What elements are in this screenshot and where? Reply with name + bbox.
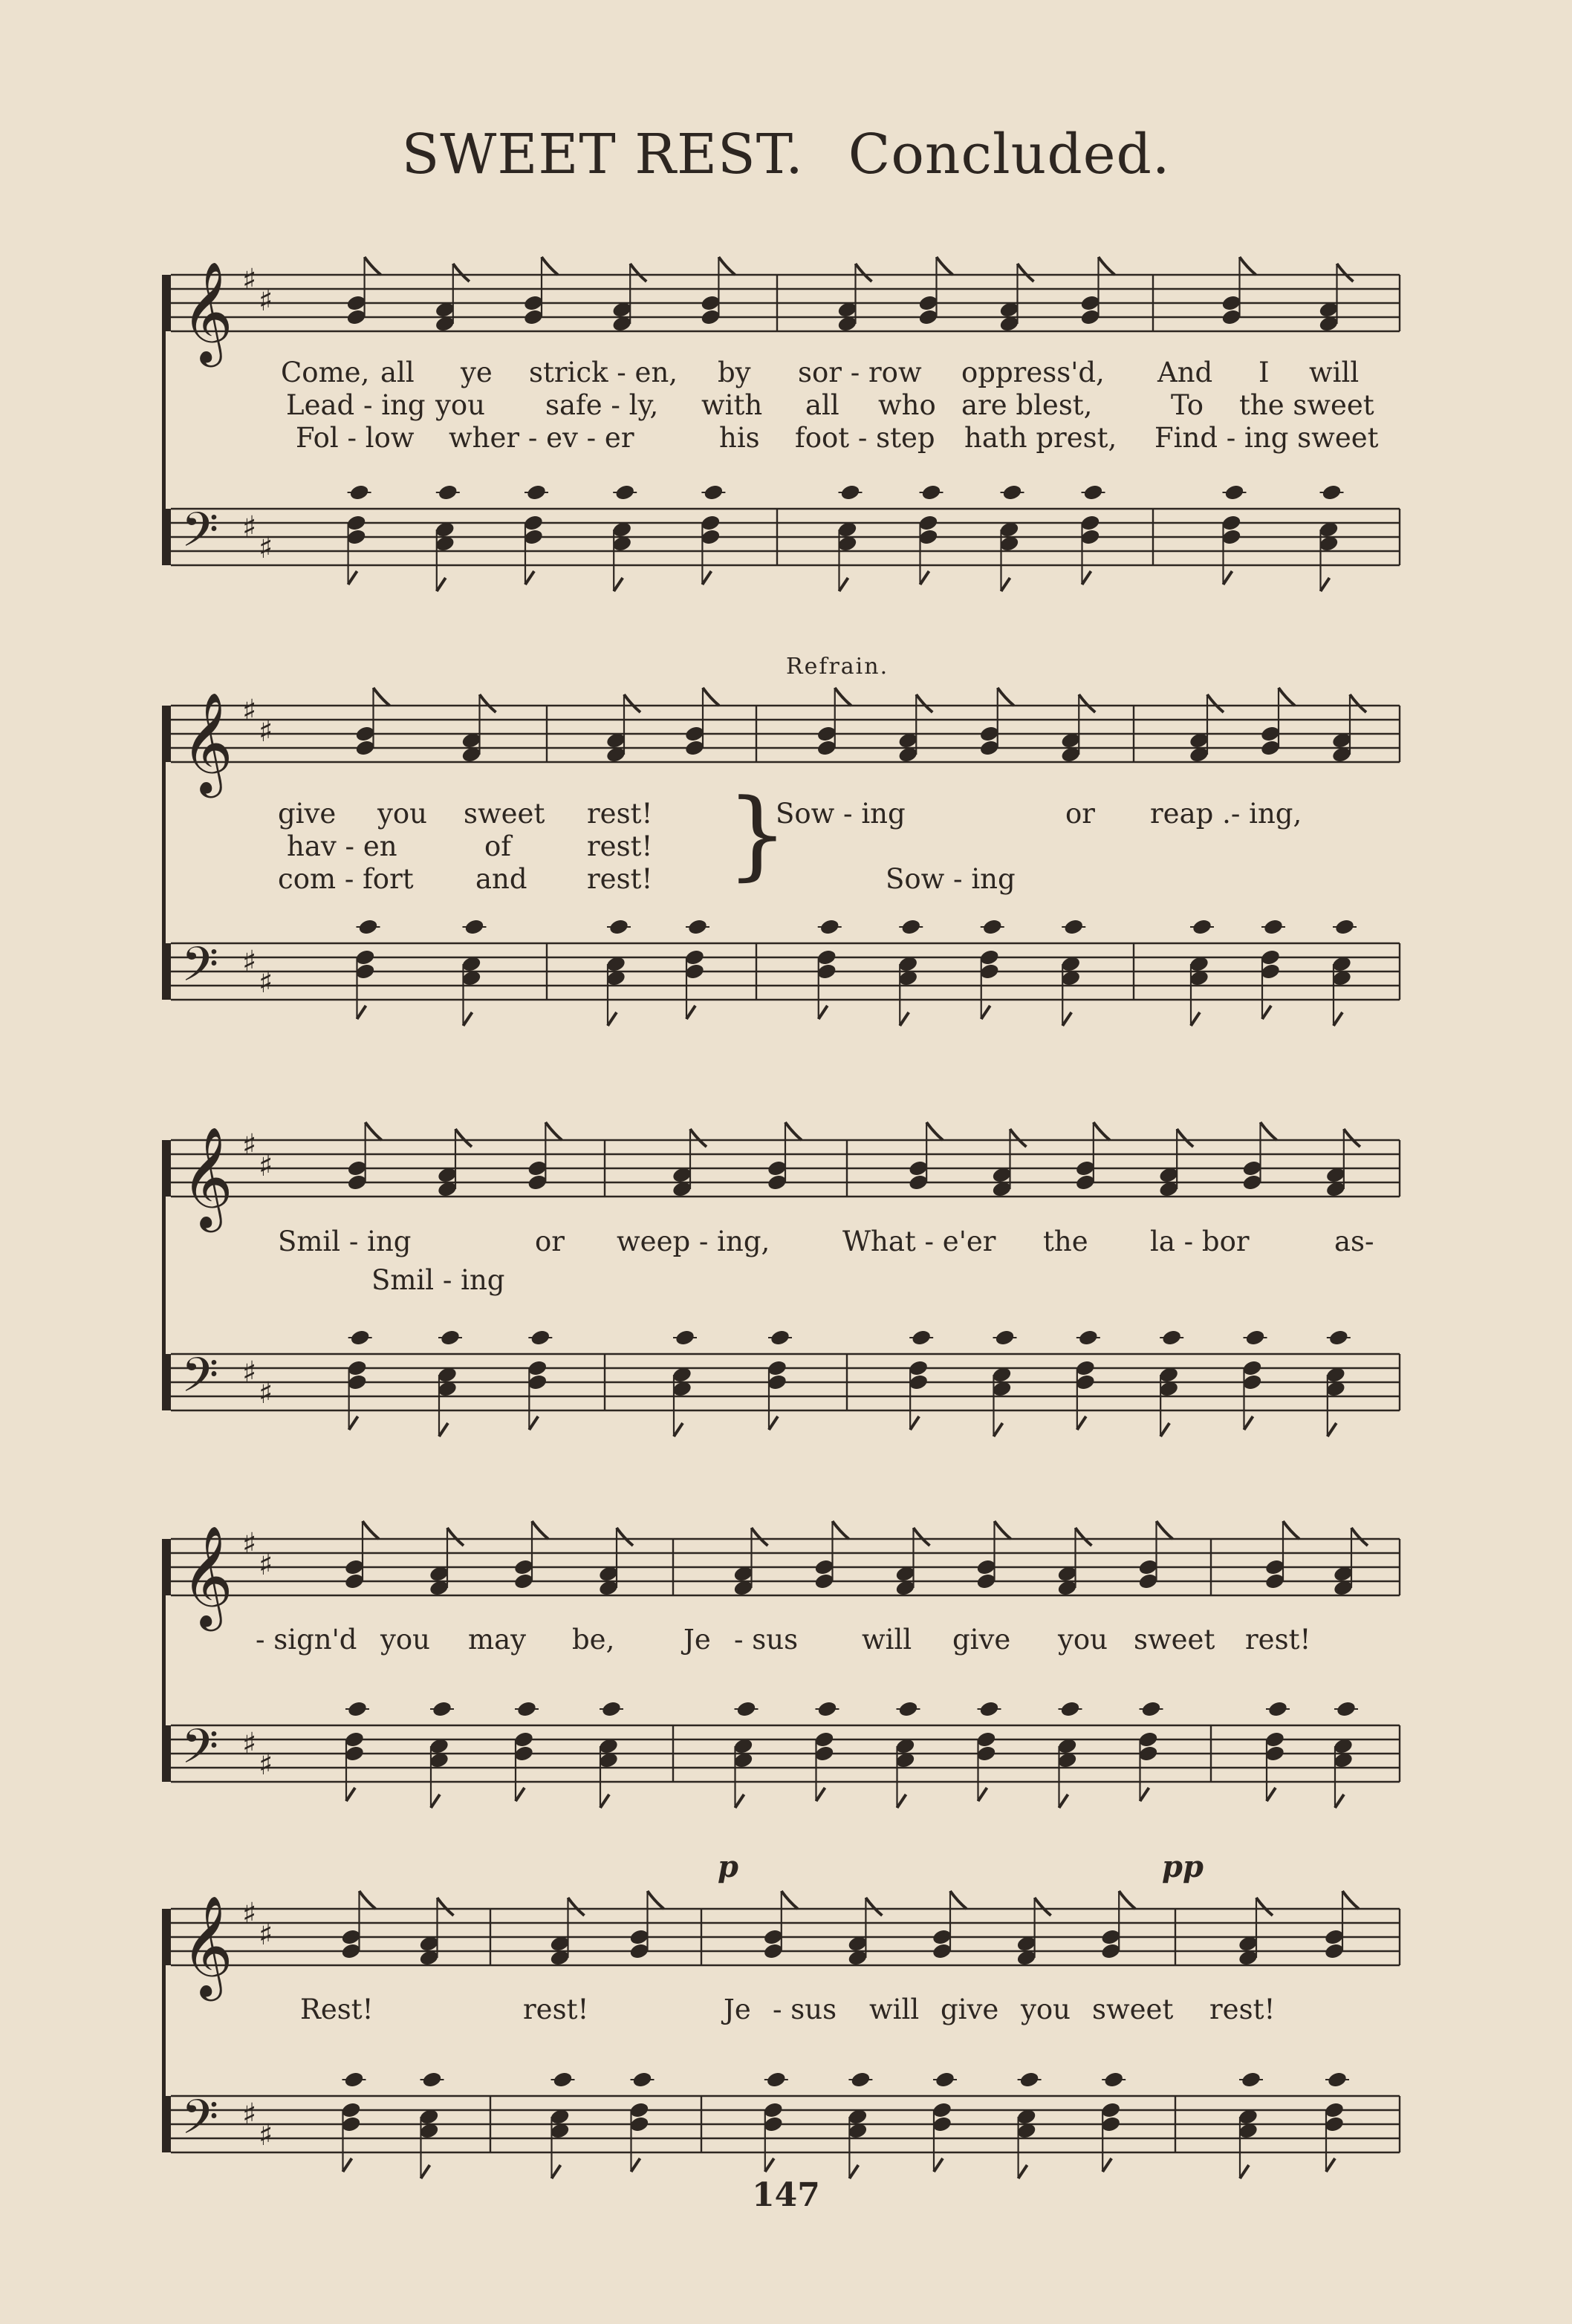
note-flag [1079, 694, 1095, 712]
treble-staff-1 [0, 253, 1572, 362]
lyric-5-1-7: you [1021, 1993, 1071, 2025]
note-flag [453, 264, 470, 281]
lyric-1-1-9: I [1258, 357, 1270, 388]
staff-bracket [165, 275, 171, 331]
sharp-icon: ♯ [259, 1918, 273, 1952]
note-flag [690, 1129, 707, 1147]
note-flag [1326, 2158, 1335, 2172]
lyric-4-1-5: Je [683, 1624, 711, 1656]
note-flag [532, 1521, 548, 1539]
note-flag [1018, 264, 1034, 281]
note-flag [439, 1423, 448, 1436]
note-flag [674, 1423, 683, 1436]
note-flag [934, 2158, 943, 2172]
bass-staff-4 [0, 1703, 1572, 1807]
lyric-2-1-4: rest! [587, 798, 653, 830]
note-flag [782, 1891, 798, 1909]
bass-staff-3 [0, 1332, 1572, 1436]
sharp-icon: ♯ [259, 1548, 273, 1582]
lyric-1-1-3: ye [461, 357, 493, 388]
lyric-4-1-9: you [1058, 1624, 1108, 1656]
note-flag [1321, 578, 1330, 591]
sharp-icon: ♯ [259, 531, 273, 565]
lyric-1-2-2: you [435, 389, 486, 421]
note-flag [1062, 1012, 1071, 1026]
note-flag [1261, 1122, 1277, 1140]
note-flag [897, 1794, 906, 1808]
note-flag [1342, 1891, 1359, 1909]
lyric-1-2-4: with [701, 389, 763, 421]
note-flag [1224, 571, 1232, 585]
system-bar [162, 706, 166, 1000]
staff-bracket [165, 943, 171, 1000]
note-flag [1035, 1898, 1051, 1915]
note-flag [900, 1012, 909, 1026]
bass-staff-5 [0, 2074, 1572, 2178]
lyric-5-1-9: rest! [1209, 1993, 1276, 2025]
lyric-2-3-3: rest! [587, 863, 653, 895]
lyric-1-1-5: by [718, 357, 751, 388]
note-flag [1094, 1122, 1110, 1140]
lyric-1-2-3: safe - ly, [545, 389, 659, 421]
note-flag [1344, 1129, 1360, 1147]
note-flag [516, 1788, 524, 1801]
lyric-1-2-1: Lead - ing [286, 389, 426, 421]
staff-bracket [165, 1354, 171, 1410]
lyric-1-2-9: the sweet [1239, 389, 1374, 421]
note-flag [1099, 257, 1115, 275]
note-flag [438, 1898, 454, 1915]
lyric-1-2-7: are blest, [961, 389, 1093, 421]
note-flag [366, 1122, 382, 1140]
lyric-2-1-2: you [377, 798, 428, 830]
note-flag [568, 1898, 585, 1915]
lyric-4-1-10: sweet [1134, 1624, 1215, 1656]
note-flag [819, 1006, 828, 1019]
note-flag [765, 2158, 774, 2172]
note-flag [1328, 1423, 1336, 1436]
treble-clef-icon: 𝄞 [181, 260, 233, 362]
note-flag [1119, 1891, 1135, 1909]
note-flag [1267, 1788, 1276, 1801]
note-flag [1076, 1528, 1092, 1546]
note-flag [1350, 694, 1366, 712]
note-flag [1177, 1129, 1193, 1147]
bass-clef-icon: 𝄢 [181, 1719, 219, 1786]
bass-clef-icon: 𝄢 [181, 937, 219, 1004]
title-main: SWEET REST. [401, 123, 804, 186]
staff-bracket [165, 509, 171, 565]
note-flag [365, 257, 381, 275]
lyric-4-1-7: will [862, 1624, 912, 1656]
lyric-4-1-6: - sus [734, 1624, 799, 1656]
sharp-icon: ♯ [242, 1727, 257, 1761]
note-flag [839, 578, 848, 591]
staff-bracket [165, 1909, 171, 1965]
dynamic-pianissimo: pp [1162, 1849, 1204, 1884]
note-flag [703, 688, 719, 706]
note-flag [1082, 571, 1091, 585]
note-flag [835, 688, 851, 706]
note-flag [1256, 1898, 1273, 1915]
lyric-1-1-2: all [380, 357, 415, 388]
note-flag [614, 578, 623, 591]
lyric-4-1-1: - sign'd [256, 1624, 357, 1656]
note-flag [1059, 1794, 1068, 1808]
note-flag [631, 2158, 640, 2172]
note-flag [648, 1891, 664, 1909]
note-flag [608, 1012, 617, 1026]
lyric-2-1-1: give [278, 798, 337, 830]
lyric-2-2-2: of [484, 830, 511, 862]
lyric-1-1-4: strick - en, [529, 357, 678, 388]
system-bar [162, 1909, 166, 2152]
note-flag [718, 257, 735, 275]
note-flag [769, 1416, 778, 1430]
bass-staff-2 [0, 921, 1572, 1025]
lyric-2-3-2: and [475, 863, 527, 895]
sharp-icon: ♯ [242, 1128, 257, 1162]
sharp-icon: ♯ [242, 2097, 257, 2132]
system-bar [162, 275, 166, 565]
note-flag [360, 1891, 376, 1909]
staff-bracket [165, 1140, 171, 1197]
treble-clef-icon: 𝄞 [181, 1894, 233, 1996]
note-flag [995, 1521, 1011, 1539]
note-flag [455, 1129, 472, 1147]
lyric-3-1-6: la - bor [1150, 1226, 1250, 1257]
lyric-5-1-5: will [869, 1993, 920, 2025]
bass-clef-icon: 𝄢 [181, 1348, 219, 1415]
treble-staff-3 [0, 1118, 1572, 1228]
lyric-1-3-3: his [719, 422, 760, 454]
note-flag [480, 694, 496, 712]
lyric-3-1-1: Smil - ing [278, 1226, 412, 1257]
note-flag [447, 1528, 464, 1546]
lyric-2-3-1: com - fort [278, 863, 414, 895]
page-title [0, 123, 1572, 186]
system-bar [162, 1539, 166, 1782]
note-flag [542, 257, 558, 275]
lyric-3-1-7: as- [1334, 1226, 1374, 1257]
verse-brace: } [727, 778, 788, 891]
note-flag [937, 257, 953, 275]
note-flag [702, 571, 711, 585]
lyric-1-2-6: who [878, 389, 936, 421]
sharp-icon: ♯ [242, 945, 257, 979]
lyric-1-1-10: will [1309, 357, 1360, 388]
sharp-icon: ♯ [259, 1376, 273, 1410]
lyric-1-3-5: hath prest, [964, 422, 1117, 454]
note-flag [1157, 1521, 1173, 1539]
lyric-3-1-4: What - e'er [842, 1226, 996, 1257]
lyric-3-1-3: weep - ing, [617, 1226, 770, 1257]
note-flag [950, 1891, 967, 1909]
note-flag [1077, 1416, 1086, 1430]
lyric-2-1-3: sweet [464, 798, 545, 830]
sharp-icon: ♯ [259, 2118, 273, 2152]
lyric-1-1-7: oppress'd, [961, 357, 1105, 388]
note-flag [735, 1794, 744, 1808]
sharp-icon: ♯ [242, 1355, 257, 1390]
refrain-label: Refrain. [786, 654, 889, 680]
note-flag [624, 694, 640, 712]
lyric-5-1-2: rest! [523, 1993, 589, 2025]
treble-staff-4 [0, 1517, 1572, 1627]
note-flag [349, 1416, 358, 1430]
note-flag [343, 2158, 352, 2172]
sharp-icon: ♯ [242, 510, 257, 544]
sharp-icon: ♯ [259, 1149, 273, 1183]
treble-clef-icon: 𝄞 [181, 1125, 233, 1228]
note-flag [785, 1122, 802, 1140]
dynamic-piano: p [718, 1849, 738, 1884]
note-flag [916, 694, 932, 712]
note-flag [926, 1122, 943, 1140]
lyric-4-1-4: be, [572, 1624, 615, 1656]
note-flag [1140, 1788, 1149, 1801]
note-flag [1010, 1129, 1027, 1147]
lyric-2-3-4: Sow - ing [886, 863, 1016, 895]
note-flag [1191, 1012, 1200, 1026]
note-flag [545, 1122, 562, 1140]
note-flag [529, 1416, 538, 1430]
note-flag [346, 1788, 355, 1801]
lyric-1-2-8: To [1171, 389, 1204, 421]
note-flag [431, 1794, 440, 1808]
staff-bracket [165, 1539, 171, 1595]
lyric-1-1-6: sor - row [798, 357, 922, 388]
lyric-4-1-11: rest! [1245, 1624, 1311, 1656]
title-sub: Concluded. [848, 123, 1171, 186]
note-flag [1279, 688, 1295, 706]
lyric-1-1-8: And [1157, 357, 1213, 388]
note-flag [1334, 1012, 1342, 1026]
staff-bracket [165, 706, 171, 762]
lyric-5-1-6: give [941, 1993, 999, 2025]
lyric-1-2-5: all [805, 389, 839, 421]
lyric-5-1-1: Rest! [300, 1993, 374, 2025]
note-flag [816, 1788, 825, 1801]
lyric-3-1-2: or [535, 1226, 565, 1257]
note-flag [437, 578, 446, 591]
page-number: 147 [752, 2176, 820, 2214]
lyric-4-1-3: may [468, 1624, 527, 1656]
note-flag [1335, 1794, 1344, 1808]
lyric-5-1-4: - sus [773, 1993, 837, 2025]
note-flag [617, 1528, 633, 1546]
sharp-icon: ♯ [259, 1748, 273, 1782]
lyric-5-1-3: Je [724, 1993, 751, 2025]
note-flag [374, 688, 390, 706]
note-flag [1240, 257, 1256, 275]
note-flag [1262, 1006, 1271, 1019]
note-flag [1283, 1521, 1299, 1539]
treble-clef-icon: 𝄞 [181, 1524, 233, 1627]
note-flag [357, 1006, 366, 1019]
lyric-1-1-1: Come, [281, 357, 370, 388]
note-flag [914, 1528, 930, 1546]
note-flag [1001, 578, 1010, 591]
sharp-icon: ♯ [242, 1897, 257, 1931]
note-flag [1244, 1416, 1253, 1430]
treble-staff-5 [0, 1887, 1572, 1996]
lyric-1-3-1: Fol - low [296, 422, 415, 454]
sharp-icon: ♯ [259, 715, 273, 749]
note-flag [600, 1794, 609, 1808]
bass-staff-1 [0, 486, 1572, 590]
note-flag [978, 1788, 987, 1801]
note-flag [1351, 1528, 1368, 1546]
bass-clef-icon: 𝄢 [181, 503, 219, 570]
note-flag [1160, 1423, 1169, 1436]
lyric-2-1-6: or [1065, 798, 1095, 830]
note-flag [525, 571, 534, 585]
lyric-2-1-5: Sow - ing [776, 798, 906, 830]
staff-bracket [165, 1725, 171, 1782]
sharp-icon: ♯ [259, 966, 273, 1000]
lyric-3-2-1: Smil - ing [371, 1264, 505, 1296]
note-flag [348, 571, 357, 585]
note-flag [1102, 2158, 1111, 2172]
note-flag [920, 571, 929, 585]
treble-clef-icon: 𝄞 [181, 691, 233, 793]
note-flag [856, 264, 872, 281]
staff-bracket [165, 2096, 171, 2152]
sharp-icon: ♯ [242, 1527, 257, 1561]
note-flag [910, 1416, 919, 1430]
lyric-1-3-2: wher - ev - er [449, 422, 634, 454]
lyric-4-1-2: you [380, 1624, 431, 1656]
note-flag [865, 1898, 882, 1915]
sharp-icon: ♯ [242, 263, 257, 297]
lyric-3-1-5: the [1043, 1226, 1088, 1257]
lyric-4-1-8: give [952, 1624, 1011, 1656]
lyric-2-2-3: rest! [587, 830, 653, 862]
note-flag [630, 264, 646, 281]
note-flag [981, 1006, 990, 1019]
note-flag [1207, 694, 1224, 712]
bass-clef-icon: 𝄢 [181, 2090, 219, 2157]
note-flag [752, 1528, 768, 1546]
sharp-icon: ♯ [242, 694, 257, 728]
note-flag [998, 688, 1014, 706]
lyric-1-3-6: Find - ing sweet [1154, 422, 1379, 454]
lyric-2-2-1: hav - en [287, 830, 397, 862]
note-flag [464, 1012, 472, 1026]
note-flag [363, 1521, 379, 1539]
note-flag [994, 1423, 1003, 1436]
system-bar [162, 1140, 166, 1410]
treble-staff-2 [0, 683, 1572, 793]
note-flag [833, 1521, 849, 1539]
sharp-icon: ♯ [259, 284, 273, 318]
lyric-5-1-8: sweet [1092, 1993, 1174, 2025]
note-flag [686, 1006, 695, 1019]
lyric-1-3-4: foot - step [795, 422, 935, 454]
note-flag [1337, 264, 1354, 281]
lyric-2-1-7: reap .- ing, [1150, 798, 1302, 830]
